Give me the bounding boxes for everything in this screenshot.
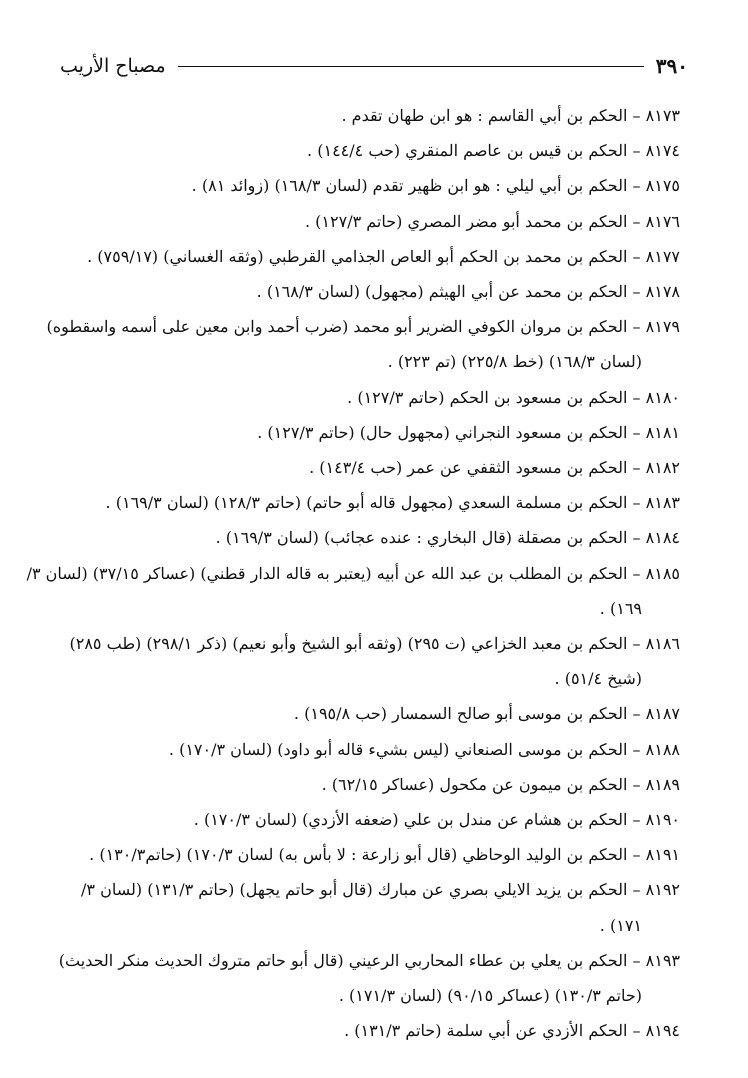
header-rule — [178, 66, 644, 67]
entry-line: ٨١٨٩ – الحكم بن ميمون عن مكحول (عساكر ٦٢/١٥) . — [321, 774, 680, 794]
entry-line: ٨١٨٦ – الحكم بن معبد الخزاعي (ت ٢٩٥) (وثقه أبو الشيخ وأبو نعيم) (ذكر ٢٩٨/١) (طب ٢٨٥) — [69, 634, 680, 654]
entry-line: ٨١٧٤ – الحكم بن قيس بن عاصم المنقري (حب ١٤٤/٤) . — [307, 141, 680, 161]
entry-line: ٨١٨١ – الحكم بن مسعود النجراني (مجهول حال) (حاتم ١٢٧/٣) . — [257, 422, 680, 442]
entry-line: ٨١٨٤ – الحكم بن مصقلة (قال البخاري : عنده عجائب) (لسان ١٦٩/٣) . — [215, 528, 680, 548]
entry-line: ٨١٧٦ – الحكم بن محمد أبو مضر المصري (حاتم ١٢٧/٣) . — [305, 211, 680, 231]
entry-continuation: (لسان ١٦٨/٣) (خط ٢٢٥/٨) (تم ٢٢٣) . — [387, 352, 642, 372]
entry-line: ٨١٩٣ – الحكم بن يعلي بن عطاء المحاربي الرعيني (قال أبو حاتم متروك الحديث منكر الحديث) — [58, 950, 680, 970]
entry-line: ٨١٧٣ – الحكم بن أبي القاسم : هو ابن طهان تقدم . — [341, 106, 680, 125]
entry-line: ٨١٧٧ – الحكم بن محمد بن الحكم أبو العاص الجذامي القرطبي (وثقه الغساني) (٧٥٩/١٧) . — [87, 246, 680, 266]
page-number: ٣٩٠ — [655, 54, 688, 78]
entry-line: ٨١٨٢ – الحكم بن مسعود الثقفي عن عمر (حب ١٤٣/٤) . — [309, 458, 680, 478]
entry-line: ٨١٧٨ – الحكم بن محمد عن أبي الهيثم (مجهول) (لسان ١٦٨/٣) . — [256, 282, 680, 302]
entries-list — [26, 98, 680, 1048]
entry-continuation: ١٦٩) . — [599, 598, 642, 618]
entry-continuation: (حاتم ١٣٠/٣) (عساكر ٩٠/١٥) (لسان ١٧١/٣) . — [338, 986, 642, 1006]
entry-line: ٨١٨٨ – الحكم بن موسى الصنعاني (ليس بشيء قاله أبو داود) (لسان ١٧٠/٣) . — [168, 739, 680, 759]
entry-line: ٨١٩٤ – الحكم الأزدي عن أبي سلمة (حاتم ١٣١/٣) . — [344, 1021, 680, 1041]
entry-line: ٨١٧٩ – الحكم بن مروان الكوفي الضرير أبو محمد (ضرب أحمد وابن معين على أسمه واسقطوه) — [46, 317, 680, 337]
entry-line: ٨١٩١ – الحكم بن الوليد الوحاظي (قال أبو زارعة : لا بأس به) لسان ١٧٠/٣) (حاتم١٣٠/٣) . — [89, 845, 680, 865]
entry-line: ٨١٩٠ – الحكم بن هشام عن مندل بن علي (ضعفه الأزدي) (لسان ١٧٠/٣) . — [193, 810, 680, 830]
page-header — [60, 52, 688, 80]
entry-continuation: (شيخ ٥١/٤) . — [554, 669, 642, 689]
entry-line: ٨١٧٥ – الحكم بن أبي ليلي : هو ابن ظهير تقدم (لسان ١٦٨/٣) (زوائد ٨١) . — [191, 176, 680, 196]
entry-line: ٨١٩٢ – الحكم بن يزيد الايلي بصري عن مبارك (قال أبو حاتم يجهل) (حاتم ١٣١/٣) (لسان ٣/ — [81, 880, 680, 900]
entry-line: ٨١٨٣ – الحكم بن مسلمة السعدي (مجهول قاله أبو حاتم) (حاتم ١٢٨/٣) (لسان ١٦٩/٣) . — [105, 493, 680, 513]
entry-line: ٨١٨٥ – الحكم بن المطلب بن عبد الله عن أبيه (يعتبر به قاله الدار قطني) (عساكر ٣٧/١٥) (لسان ٣/ — [26, 563, 680, 583]
entry-line: ٨١٨٧ – الحكم بن موسى أبو صالح السمسار (حب ١٩٥/٨) . — [293, 704, 680, 724]
book-title: مصباح الأريب — [60, 55, 166, 77]
entry-continuation: ١٧١) . — [599, 915, 642, 935]
entry-line: ٨١٨٠ – الحكم بن مسعود بن الحكم (حاتم ١٢٧/٣) . — [347, 387, 680, 407]
